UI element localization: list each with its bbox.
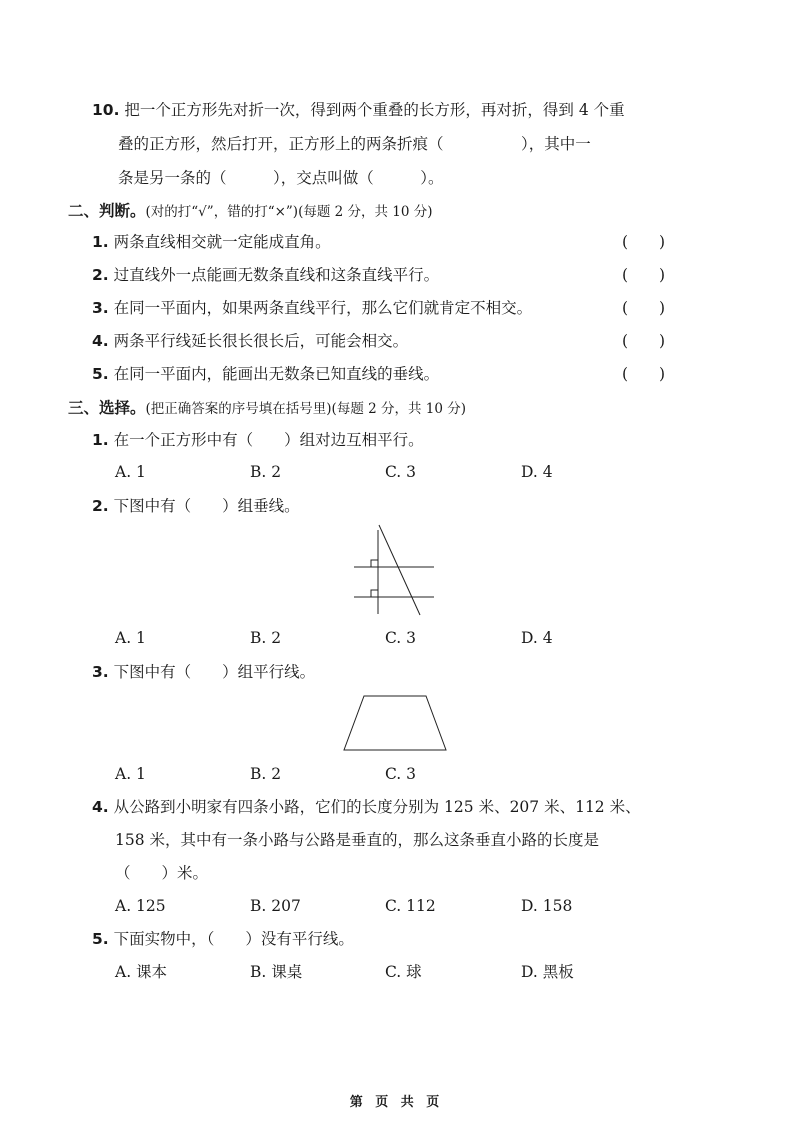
option-b[interactable]: B. 2 <box>250 629 282 647</box>
judge-item-3 <box>92 298 532 318</box>
section-2-heading <box>68 201 433 222</box>
item-text: 在同一平面内，如果两条直线平行，那么它们就肯定不相交。 <box>113 299 533 317</box>
option-d[interactable]: D. 4 <box>521 629 553 647</box>
item-text: 在一个正方形中有（ ）组对边互相平行。 <box>113 431 424 449</box>
option-c[interactable]: C. 3 <box>385 629 417 647</box>
choice-question-5 <box>92 929 354 949</box>
option-b[interactable]: B. 207 <box>250 897 301 915</box>
judge-item-1 <box>92 232 331 252</box>
option-c[interactable]: C. 3 <box>385 765 417 783</box>
option-d[interactable]: D. 黑板 <box>521 963 574 981</box>
question-text: 把一个正方形先对折一次，得到两个重叠的长方形，再对折，得到 4 个重 <box>124 101 625 119</box>
section-title: 二、判断。 <box>68 202 146 220</box>
answer-blank[interactable]: ( ) <box>622 365 666 383</box>
item-number: 5. <box>92 365 109 383</box>
item-text: 两条直线相交就一定能成直角。 <box>113 233 331 251</box>
perpendicular-lines-figure <box>350 522 440 617</box>
judge-item-5 <box>92 364 439 384</box>
option-b[interactable]: B. 2 <box>250 463 282 481</box>
section-note: (把正确答案的序号填在括号里)(每题 2 分，共 10 分) <box>145 401 467 417</box>
item-number: 2. <box>92 497 109 515</box>
trapezoid-figure <box>340 692 452 754</box>
item-text: 两条平行线延长很长很长后，可能会相交。 <box>113 332 409 350</box>
item-number: 3. <box>92 299 109 317</box>
answer-blank[interactable]: ( ) <box>622 332 666 350</box>
answer-blank[interactable]: ( ) <box>622 299 666 317</box>
option-c[interactable]: C. 112 <box>385 897 436 915</box>
judge-item-2 <box>92 265 439 285</box>
section-title: 三、选择。 <box>68 399 146 417</box>
item-number: 1. <box>92 431 109 449</box>
option-c[interactable]: C. 球 <box>385 963 422 981</box>
item-text: 下图中有（ ）组平行线。 <box>113 663 316 681</box>
option-d[interactable]: D. 158 <box>521 897 573 915</box>
judge-item-4 <box>92 331 408 351</box>
item-number: 4. <box>92 798 109 816</box>
option-a[interactable]: A. 1 <box>115 629 146 647</box>
slanted-line <box>379 525 420 615</box>
option-a[interactable]: A. 125 <box>115 897 166 915</box>
item-number: 1. <box>92 233 109 251</box>
right-angle-mark-top <box>371 560 378 567</box>
page-footer: 第 页 共 页 <box>349 1095 444 1110</box>
question-10-line3: 条是另一条的（ ），交点叫做（ ）。 <box>118 169 444 187</box>
item-text: 在同一平面内，能画出无数条已知直线的垂线。 <box>113 365 440 383</box>
right-angle-mark-bottom <box>371 590 378 597</box>
choice-question-4-line2: 158 米，其中有一条小路与公路是垂直的，那么这条垂直小路的长度是 <box>115 831 600 849</box>
section-3-heading <box>68 398 466 419</box>
choice-question-2 <box>92 496 300 516</box>
question-10-line2: 叠的正方形，然后打开，正方形上的两条折痕（ ），其中一 <box>118 135 591 153</box>
choice-question-4-line3: （ ）米。 <box>115 864 209 882</box>
item-number: 3. <box>92 663 109 681</box>
item-number: 4. <box>92 332 109 350</box>
item-text: 从公路到小明家有四条小路，它们的长度分别为 125 米、207 米、112 米、 <box>113 798 641 816</box>
option-b[interactable]: B. 2 <box>250 765 282 783</box>
option-a[interactable]: A. 1 <box>115 765 146 783</box>
item-number: 2. <box>92 266 109 284</box>
choice-question-4-line1 <box>92 797 641 817</box>
option-b[interactable]: B. 课桌 <box>250 963 303 981</box>
option-d[interactable]: D. 4 <box>521 463 553 481</box>
question-10-line1 <box>92 100 625 120</box>
option-a[interactable]: A. 1 <box>115 463 146 481</box>
question-number: 10. <box>92 101 120 119</box>
section-note: (对的打“√”，错的打“×”)(每题 2 分，共 10 分) <box>145 204 433 220</box>
item-number: 5. <box>92 930 109 948</box>
option-a[interactable]: A. 课本 <box>115 963 168 981</box>
item-text: 下图中有（ ）组垂线。 <box>113 497 300 515</box>
option-c[interactable]: C. 3 <box>385 463 417 481</box>
answer-blank[interactable]: ( ) <box>622 233 666 251</box>
choice-question-3 <box>92 662 315 682</box>
item-text: 下面实物中，（ ）没有平行线。 <box>113 930 354 948</box>
choice-question-1 <box>92 430 424 450</box>
answer-blank[interactable]: ( ) <box>622 266 666 284</box>
item-text: 过直线外一点能画无数条直线和这条直线平行。 <box>113 266 440 284</box>
